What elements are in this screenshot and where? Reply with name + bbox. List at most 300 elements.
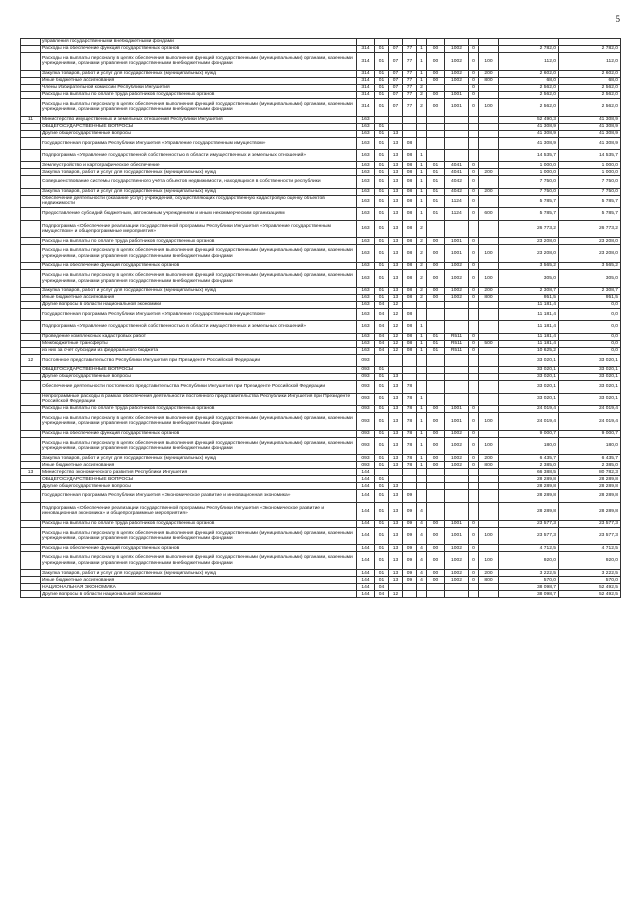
code-event: 01: [427, 333, 445, 340]
amount-year-1: 2 782,0: [499, 46, 559, 53]
table-row: [21, 490, 621, 502]
code-pr: 13: [389, 238, 403, 245]
row-number: [21, 270, 41, 288]
code-event: 01: [427, 208, 445, 220]
amount-year-1: 26 773,2: [499, 220, 559, 238]
row-number: [21, 591, 41, 598]
code-event: [427, 301, 445, 308]
code-direction: [445, 39, 469, 46]
amount-year-2: 14 535,7: [559, 149, 621, 161]
code-extra: 0: [469, 195, 479, 207]
table-row: [21, 188, 621, 195]
code-direction: 1002: [445, 437, 469, 455]
code-program: 78: [403, 462, 417, 469]
amount-year-1: 41 308,9: [499, 137, 559, 149]
amount-year-2: 2 385,0: [559, 462, 621, 469]
code-program: [403, 39, 417, 46]
code-event: [427, 149, 445, 161]
amount-year-1: 11 181,4: [499, 333, 559, 340]
code-rz: 01: [375, 220, 389, 238]
code-rz: 01: [375, 545, 389, 552]
row-name: Обеспечение деятельности постоянного представительства Республики Ингушетия при Президенте Российской Федерации: [41, 381, 357, 393]
row-number: [21, 123, 41, 130]
code-event: [427, 354, 445, 366]
code-vr: 100: [479, 437, 499, 455]
code-vr: [479, 347, 499, 354]
code-event: [427, 469, 445, 476]
amount-year-2: 5 785,7: [559, 195, 621, 207]
code-event: [427, 584, 445, 591]
code-vr: 200: [479, 70, 499, 77]
amount-year-1: 38 098,7: [499, 584, 559, 591]
row-number: [21, 70, 41, 77]
row-name: Предоставление субсидий бюджетным, автономным учреждениям и иным некоммерческим организациям: [41, 208, 357, 220]
code-event: 00: [427, 287, 445, 294]
code-pr: 07: [389, 91, 403, 98]
code-direction: [445, 476, 469, 483]
code-event: 00: [427, 53, 445, 71]
amount-year-1: 5 785,7: [499, 208, 559, 220]
row-number: [21, 176, 41, 188]
amount-year-2: 0,0: [559, 308, 621, 320]
amount-year-1: 11 181,4: [499, 321, 559, 333]
code-pr: [389, 469, 403, 476]
amount-year-1: 11 181,4: [499, 301, 559, 308]
code-ved: 093: [357, 381, 375, 393]
code-extra: [469, 476, 479, 483]
code-vr: [479, 195, 499, 207]
code-direction: 1001: [445, 412, 469, 430]
code-subprogram: 2: [417, 220, 427, 238]
code-direction: 1001: [445, 238, 469, 245]
row-name: Подпрограмма «Управление государственной собственностью в области имущественных и земельных отношений»: [41, 321, 357, 333]
code-ved: 163: [357, 287, 375, 294]
code-subprogram: 1: [417, 462, 427, 469]
code-subprogram: [417, 367, 427, 374]
code-extra: [469, 130, 479, 137]
amount-year-1: 6 435,7: [499, 455, 559, 462]
amount-year-1: 41 308,9: [499, 123, 559, 130]
code-pr: 12: [389, 347, 403, 354]
code-pr: 13: [389, 552, 403, 570]
code-vr: 200: [479, 287, 499, 294]
code-extra: [469, 483, 479, 490]
code-program: 09: [403, 520, 417, 527]
code-ved: 163: [357, 137, 375, 149]
code-vr: 800: [479, 294, 499, 301]
code-vr: [479, 91, 499, 98]
row-number: [21, 195, 41, 207]
code-direction: 1124: [445, 195, 469, 207]
amount-year-2: 23 208,0: [559, 245, 621, 263]
code-subprogram: 4: [417, 552, 427, 570]
code-subprogram: [417, 469, 427, 476]
table-row: [21, 520, 621, 527]
code-subprogram: 2: [417, 84, 427, 91]
code-rz: 01: [375, 245, 389, 263]
code-rz: 01: [375, 520, 389, 527]
code-ved: 314: [357, 70, 375, 77]
code-subprogram: [417, 584, 427, 591]
code-ved: 163: [357, 195, 375, 207]
code-ved: 163: [357, 208, 375, 220]
row-name: Землеустройство и картографическое обеспечение: [41, 162, 357, 169]
code-vr: [479, 321, 499, 333]
code-extra: [469, 469, 479, 476]
code-rz: 01: [375, 270, 389, 288]
code-event: 00: [427, 245, 445, 263]
code-program: 78: [403, 405, 417, 412]
code-direction: 1124: [445, 208, 469, 220]
table-row: [21, 430, 621, 437]
code-ved: 144: [357, 545, 375, 552]
row-name: Государственная программа Республики Ингушетия «Управление государственным имуществом»: [41, 137, 357, 149]
code-extra: 0: [469, 455, 479, 462]
code-pr: 13: [389, 263, 403, 270]
code-ved: 093: [357, 367, 375, 374]
code-vr: [479, 123, 499, 130]
code-event: [427, 502, 445, 520]
amount-year-1: 52 490,3: [499, 116, 559, 123]
amount-year-2: 7 750,0: [559, 188, 621, 195]
code-pr: 13: [389, 176, 403, 188]
code-ved: 093: [357, 437, 375, 455]
table-row: [21, 347, 621, 354]
code-vr: [479, 367, 499, 374]
row-number: [21, 245, 41, 263]
code-vr: [479, 263, 499, 270]
code-subprogram: 4: [417, 527, 427, 545]
code-ved: 163: [357, 263, 375, 270]
code-program: 77: [403, 70, 417, 77]
code-pr: 13: [389, 405, 403, 412]
code-program: 77: [403, 91, 417, 98]
amount-year-1: 23 208,0: [499, 238, 559, 245]
table-row: [21, 577, 621, 584]
amount-year-1: 305,0: [499, 270, 559, 288]
amount-year-2: 23 577,3: [559, 520, 621, 527]
row-name: Расходы на выплаты по оплате труда работников государственных органов: [41, 91, 357, 98]
code-extra: 0: [469, 188, 479, 195]
table-row: [21, 545, 621, 552]
code-ved: 144: [357, 577, 375, 584]
code-pr: 13: [389, 208, 403, 220]
amount-year-1: 1 000,0: [499, 162, 559, 169]
code-pr: 13: [389, 483, 403, 490]
code-program: 08: [403, 245, 417, 263]
code-program: 08: [403, 294, 417, 301]
code-event: 00: [427, 405, 445, 412]
code-event: [427, 591, 445, 598]
code-vr: [479, 469, 499, 476]
code-extra: [469, 301, 479, 308]
amount-year-2: 9 000,7: [559, 430, 621, 437]
amount-year-1: 33 020,1: [499, 381, 559, 393]
code-rz: 01: [375, 476, 389, 483]
code-direction: 1002: [445, 552, 469, 570]
code-subprogram: 2: [417, 287, 427, 294]
code-program: 77: [403, 77, 417, 84]
code-event: [427, 321, 445, 333]
row-name: Закупка товаров, работ и услуг для государственных (муниципальных) нужд: [41, 287, 357, 294]
code-pr: 07: [389, 98, 403, 116]
row-number: [21, 367, 41, 374]
code-rz: 01: [375, 437, 389, 455]
amount-year-1: 28 289,8: [499, 502, 559, 520]
amount-year-2: [559, 39, 621, 46]
row-name: ОБЩЕГОСУДАРСТВЕННЫЕ ВОПРОСЫ: [41, 123, 357, 130]
amount-year-2: 33 020,1: [559, 393, 621, 405]
code-subprogram: 1: [417, 176, 427, 188]
row-number: [21, 53, 41, 71]
code-rz: 01: [375, 91, 389, 98]
code-subprogram: 1: [417, 195, 427, 207]
amount-year-1: 5 785,7: [499, 195, 559, 207]
code-rz: 01: [375, 208, 389, 220]
code-subprogram: [417, 354, 427, 366]
table-row: [21, 308, 621, 320]
code-ved: 144: [357, 476, 375, 483]
code-direction: 4042: [445, 176, 469, 188]
amount-year-2: 920,0: [559, 552, 621, 570]
code-direction: R511: [445, 333, 469, 340]
code-vr: [479, 116, 499, 123]
row-name: Проведение комплексных кадастровых работ: [41, 333, 357, 340]
code-direction: [445, 116, 469, 123]
code-event: 01: [427, 162, 445, 169]
row-number: [21, 39, 41, 46]
code-program: [403, 354, 417, 366]
row-name: ОБЩЕГОСУДАРСТВЕННЫЕ ВОПРОСЫ: [41, 367, 357, 374]
table-row: [21, 527, 621, 545]
code-program: 78: [403, 455, 417, 462]
code-extra: 0: [469, 333, 479, 340]
code-program: 08: [403, 162, 417, 169]
row-number: [21, 476, 41, 483]
code-direction: 1001: [445, 527, 469, 545]
code-direction: 1001: [445, 405, 469, 412]
code-pr: 13: [389, 149, 403, 161]
code-extra: [469, 39, 479, 46]
code-event: [427, 137, 445, 149]
code-direction: [445, 381, 469, 393]
amount-year-2: 26 773,2: [559, 220, 621, 238]
code-direction: [445, 502, 469, 520]
code-pr: 07: [389, 77, 403, 84]
code-subprogram: 2: [417, 91, 427, 98]
code-direction: 1002: [445, 263, 469, 270]
code-ved: 163: [357, 162, 375, 169]
row-name: Иные бюджетные ассигнования: [41, 77, 357, 84]
amount-year-2: 112,0: [559, 53, 621, 71]
code-vr: [479, 162, 499, 169]
code-extra: 0: [469, 162, 479, 169]
row-number: [21, 405, 41, 412]
code-subprogram: 4: [417, 577, 427, 584]
amount-year-1: 4 712,5: [499, 545, 559, 552]
code-direction: [445, 591, 469, 598]
amount-year-1: 10 625,2: [499, 347, 559, 354]
code-vr: [479, 149, 499, 161]
code-vr: [479, 220, 499, 238]
table-row: [21, 570, 621, 577]
row-number: [21, 340, 41, 347]
code-pr: 12: [389, 333, 403, 340]
code-rz: 01: [375, 490, 389, 502]
code-extra: 0: [469, 340, 479, 347]
code-direction: 1001: [445, 520, 469, 527]
code-ved: 163: [357, 347, 375, 354]
code-pr: 13: [389, 455, 403, 462]
amount-year-1: 68,0: [499, 77, 559, 84]
code-ved: 163: [357, 301, 375, 308]
table-row: [21, 301, 621, 308]
code-direction: [445, 308, 469, 320]
table-row: [21, 381, 621, 393]
row-number: [21, 84, 41, 91]
code-rz: 01: [375, 53, 389, 71]
amount-year-2: 28 289,8: [559, 490, 621, 502]
code-vr: 200: [479, 570, 499, 577]
code-subprogram: 1: [417, 46, 427, 53]
code-rz: 01: [375, 483, 389, 490]
code-ved: 093: [357, 430, 375, 437]
amount-year-2: 0,0: [559, 321, 621, 333]
code-program: 08: [403, 188, 417, 195]
code-program: 77: [403, 53, 417, 71]
code-event: 01: [427, 347, 445, 354]
code-direction: [445, 301, 469, 308]
code-subprogram: 1: [417, 455, 427, 462]
code-event: 01: [427, 195, 445, 207]
table-row: [21, 405, 621, 412]
code-pr: [389, 354, 403, 366]
budget-table-body: [21, 39, 621, 598]
row-name: Межбюджетные трансферты: [41, 340, 357, 347]
amount-year-2: 2 602,0: [559, 70, 621, 77]
code-extra: 0: [469, 430, 479, 437]
code-program: [403, 301, 417, 308]
table-row: [21, 123, 621, 130]
code-pr: 12: [389, 321, 403, 333]
row-number: [21, 527, 41, 545]
amount-year-1: [499, 39, 559, 46]
code-ved: 093: [357, 354, 375, 366]
code-program: 78: [403, 393, 417, 405]
amount-year-2: 305,0: [559, 270, 621, 288]
code-extra: 0: [469, 46, 479, 53]
code-ved: 163: [357, 321, 375, 333]
code-rz: 01: [375, 149, 389, 161]
code-rz: 01: [375, 462, 389, 469]
code-event: [427, 483, 445, 490]
code-direction: 4041: [445, 162, 469, 169]
code-rz: 01: [375, 188, 389, 195]
code-pr: 13: [389, 577, 403, 584]
table-row: [21, 333, 621, 340]
code-direction: 1002: [445, 46, 469, 53]
code-pr: 13: [389, 490, 403, 502]
row-number: [21, 455, 41, 462]
row-number: [21, 374, 41, 381]
code-pr: 07: [389, 70, 403, 77]
code-pr: 13: [389, 195, 403, 207]
code-ved: 093: [357, 462, 375, 469]
row-number: [21, 490, 41, 502]
table-row: [21, 98, 621, 116]
code-program: 08: [403, 321, 417, 333]
code-program: [403, 130, 417, 137]
code-program: 08: [403, 149, 417, 161]
table-row: [21, 238, 621, 245]
table-row: [21, 220, 621, 238]
row-number: [21, 545, 41, 552]
amount-year-2: 28 289,8: [559, 483, 621, 490]
table-row: [21, 367, 621, 374]
amount-year-2: 0,0: [559, 347, 621, 354]
code-rz: 04: [375, 308, 389, 320]
code-extra: [469, 137, 479, 149]
code-vr: 100: [479, 53, 499, 71]
code-ved: 093: [357, 405, 375, 412]
code-ved: 163: [357, 238, 375, 245]
amount-year-1: 28 289,8: [499, 476, 559, 483]
code-direction: 4042: [445, 188, 469, 195]
code-subprogram: 1: [417, 405, 427, 412]
code-direction: R511: [445, 347, 469, 354]
code-pr: 13: [389, 527, 403, 545]
table-row: [21, 176, 621, 188]
amount-year-1: 41 308,9: [499, 130, 559, 137]
code-pr: 12: [389, 591, 403, 598]
code-subprogram: 1: [417, 208, 427, 220]
code-subprogram: 1: [417, 412, 427, 430]
code-vr: [479, 130, 499, 137]
amount-year-2: 80 782,3: [559, 469, 621, 476]
row-name: Расходы на выплаты персоналу в целях обеспечения выполнения функций государственными (муниципальными) органами, казенными учреждениями, органами управления государственными внебюджетными фондами: [41, 53, 357, 71]
row-name: Государственная программа Республики Ингушетия «Управление государственным имуществом»: [41, 308, 357, 320]
code-rz: 01: [375, 263, 389, 270]
row-number: [21, 208, 41, 220]
row-name: Другие вопросы в области национальной экономики: [41, 301, 357, 308]
code-subprogram: 1: [417, 437, 427, 455]
amount-year-2: 2 308,7: [559, 287, 621, 294]
code-vr: [479, 393, 499, 405]
code-rz: 01: [375, 137, 389, 149]
code-rz: 01: [375, 130, 389, 137]
code-extra: [469, 393, 479, 405]
code-extra: 0: [469, 294, 479, 301]
code-pr: 13: [389, 502, 403, 520]
row-name: Члены Избирательной комиссии Республики Ингушетия: [41, 84, 357, 91]
code-vr: 100: [479, 245, 499, 263]
table-row: [21, 374, 621, 381]
table-row: [21, 53, 621, 71]
amount-year-1: 2 562,0: [499, 98, 559, 116]
code-direction: 1002: [445, 53, 469, 71]
code-direction: R511: [445, 340, 469, 347]
amount-year-1: 23 577,3: [499, 520, 559, 527]
code-event: 01: [427, 176, 445, 188]
amount-year-2: 52 492,5: [559, 584, 621, 591]
code-event: 00: [427, 98, 445, 116]
code-extra: 0: [469, 77, 479, 84]
amount-year-1: 951,5: [499, 294, 559, 301]
code-program: 08: [403, 220, 417, 238]
code-extra: 0: [469, 91, 479, 98]
code-subprogram: 1: [417, 430, 427, 437]
code-pr: [389, 367, 403, 374]
